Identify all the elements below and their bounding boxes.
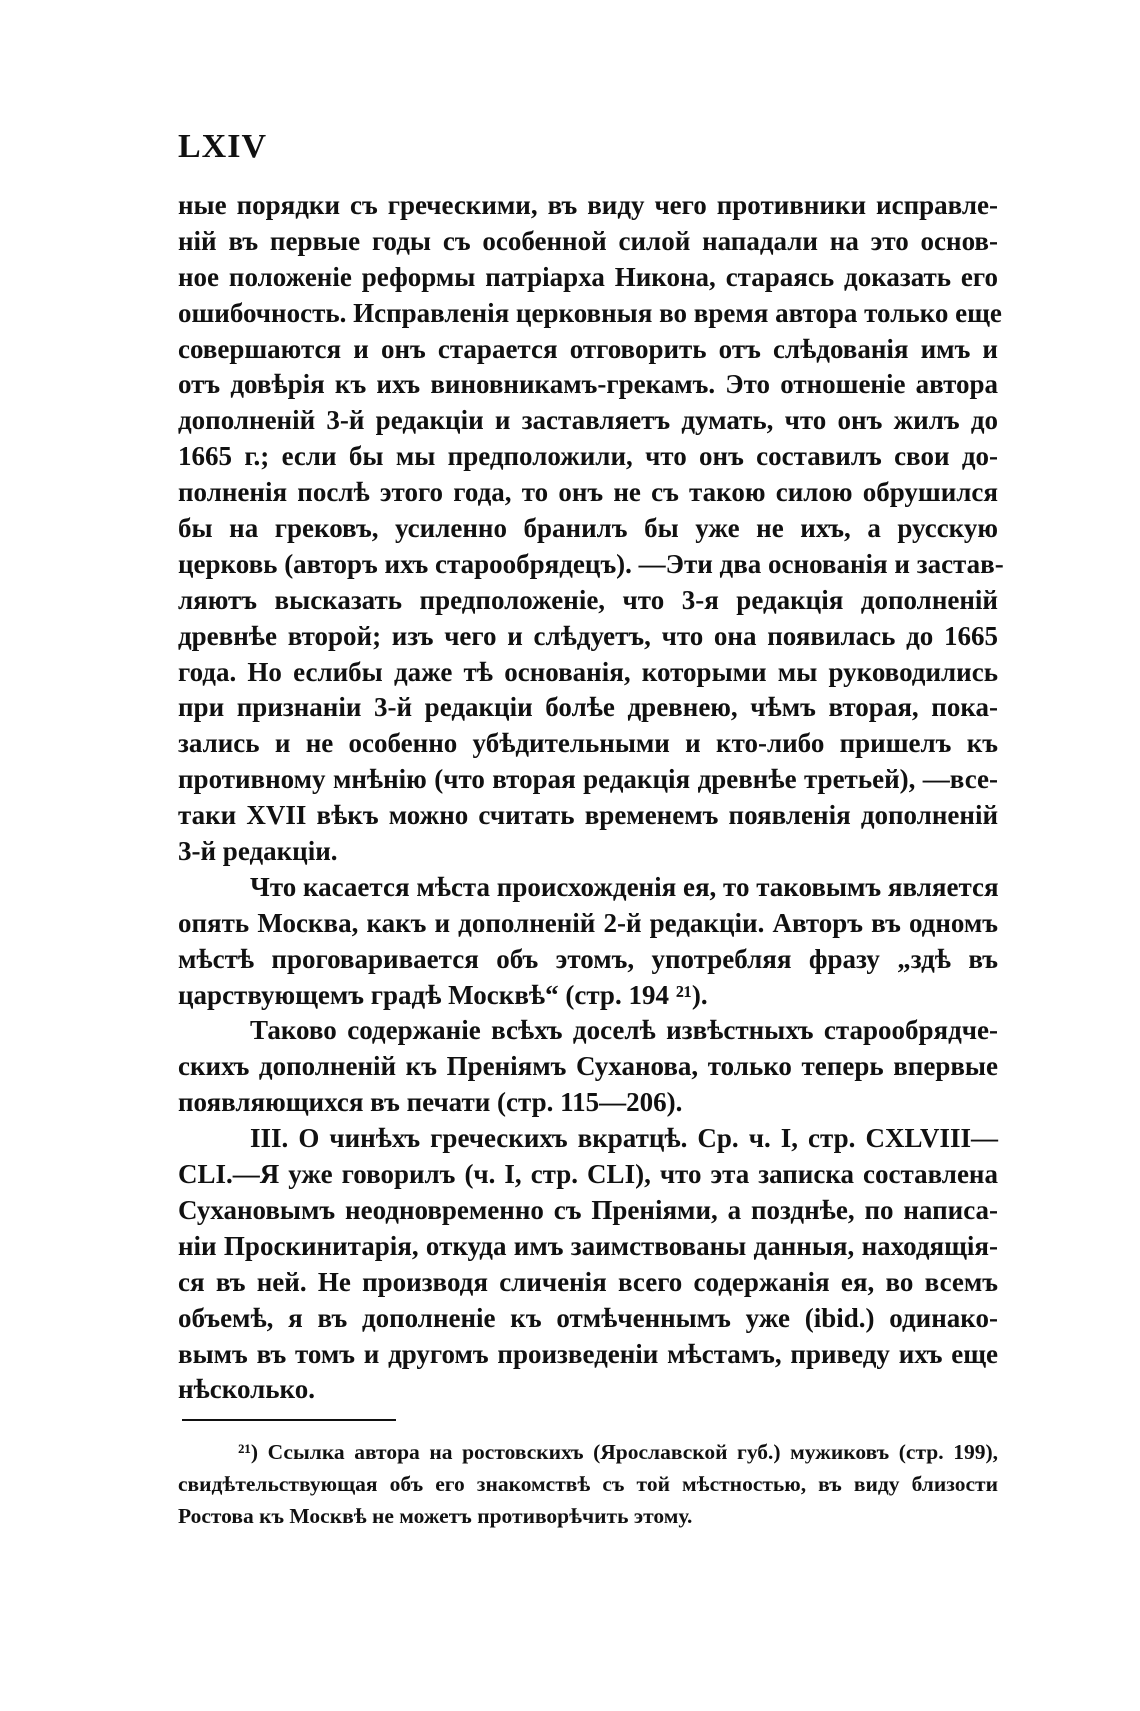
text-line: года. Но еслибы даже тѣ основанія, которыми мы руководились bbox=[178, 656, 998, 687]
text-line: церковь (авторъ ихъ старообрядецъ). —Эти два основанія и застав- bbox=[178, 548, 1004, 579]
text-line: ніи Проскинитарія, откуда имъ заимствованы данныя, находящія- bbox=[178, 1230, 998, 1261]
text-line: бы на грековъ, усиленно бранилъ бы уже не ихъ, а русскую bbox=[178, 513, 998, 544]
footnote-line: ²¹) Ссылка автора на ростовскихъ (Ярославской губ.) мужиковъ (стр. 199), bbox=[238, 1440, 998, 1464]
text-line: мѣстѣ проговаривается объ этомъ, употребляя фразу „здѣ въ bbox=[178, 943, 998, 974]
text-line: опять Москва, какъ и дополненій 2-й редакціи. Авторъ въ одномъ bbox=[178, 907, 998, 938]
text-line: объемѣ, я въ дополненіе къ отмѣченнымъ уже (ibid.) одинако- bbox=[178, 1302, 998, 1333]
text-line: Сухановымъ неодновременно съ Преніями, а позднѣе, по написа- bbox=[178, 1194, 998, 1225]
text-line: вымъ въ томъ и другомъ произведеніи мѣстамъ, приведу ихъ еще bbox=[178, 1338, 998, 1369]
text-line: древнѣе второй; изъ чего и слѣдуетъ, что она появилась до 1665 bbox=[178, 620, 998, 651]
text-line: Что касается мѣста происхожденія ея, то таковымъ является bbox=[250, 871, 999, 902]
footnote-line: Ростова къ Москвѣ не можетъ противорѣчить этому. bbox=[178, 1504, 693, 1528]
text-line: полненія послѣ этого года, то онъ не съ такою силою обрушился bbox=[178, 477, 998, 508]
footnote-line: свидѣтельствующая объ его знакомствѣ съ той мѣстностью, въ виду близости bbox=[178, 1472, 998, 1496]
page-number: LXIV bbox=[178, 128, 268, 165]
main-text bbox=[178, 188, 1004, 1408]
footnote bbox=[178, 1436, 998, 1532]
text-line: появляющихся въ печати (стр. 115—206). bbox=[178, 1087, 683, 1118]
text-line: при признаніи 3-й редакціи болѣе древнею, чѣмъ вторая, пока- bbox=[178, 692, 998, 723]
text-line: царствующемъ градѣ Москвѣ“ (стр. 194 ²¹). bbox=[178, 979, 708, 1010]
text-line: ные порядки съ греческими, въ виду чего противники исправле- bbox=[178, 190, 998, 220]
text-line: зались и не особенно убѣдительными и кто-либо пришелъ къ bbox=[178, 728, 998, 759]
text-line: таки XVII вѣкъ можно считать временемъ появленія дополненій bbox=[178, 800, 998, 831]
text-line: ній въ первые годы съ особенной силой нападали на это основ- bbox=[178, 225, 998, 256]
text-line: отъ довѣрія къ ихъ виновникамъ-грекамъ. Это отношеніе автора bbox=[178, 369, 998, 400]
text-line: 3-й редакціи. bbox=[178, 836, 338, 867]
text-line: ошибочность. Исправленія церковныя во время автора только еще bbox=[178, 297, 1002, 328]
text-line: III. О чинѣхъ греческихъ вкратцѣ. Ср. ч. I, стр. CXLVIII— bbox=[250, 1123, 998, 1154]
text-line: Таково содержаніе всѣхъ доселѣ извѣстныхъ старообрядче- bbox=[250, 1015, 998, 1046]
text-line: 1665 г.; если бы мы предположили, что онъ составилъ свои до- bbox=[178, 441, 998, 472]
text-line: дополненій 3-й редакціи и заставляетъ думать, что онъ жилъ до bbox=[178, 405, 998, 436]
text-line: нѣсколько. bbox=[178, 1374, 315, 1405]
text-line: скихъ дополненій къ Преніямъ Суханова, только теперь впервые bbox=[178, 1051, 998, 1082]
text-line: ное положеніе реформы патріарха Никона, стараясь доказать его bbox=[178, 261, 998, 292]
footnote-divider bbox=[182, 1419, 396, 1421]
text-line: совершаются и онъ старается отговорить отъ слѣдованія имъ и bbox=[178, 333, 998, 364]
text-line: противному мнѣнію (что вторая редакція древнѣе третьей), —все- bbox=[178, 764, 998, 795]
text-line: ся въ ней. Не производя сличенія всего содержанія ея, во всемъ bbox=[178, 1266, 998, 1297]
text-line: ляютъ высказать предположеніе, что 3-я редакція дополненій bbox=[178, 584, 998, 615]
text-line: CLI.—Я уже говорилъ (ч. I, стр. CLI), что эта записка составлена bbox=[178, 1159, 998, 1190]
